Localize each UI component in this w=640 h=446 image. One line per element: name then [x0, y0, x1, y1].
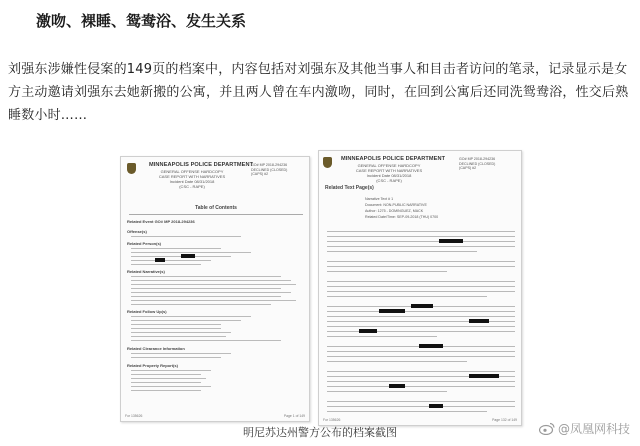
source-watermark	[539, 420, 630, 437]
text-line	[327, 231, 515, 232]
toc-entry	[131, 276, 281, 277]
article-paragraph	[8, 58, 634, 127]
toc-entry	[131, 260, 211, 261]
toc-section: Related Clearance Information	[127, 346, 185, 351]
toc-entry	[131, 370, 211, 371]
toc-entry	[131, 378, 206, 379]
article-heading: 激吻、裸睡、鸳鸯浴、发生关系	[36, 12, 247, 30]
toc-entry	[131, 353, 231, 354]
toc-section: Related Property Report(s)	[127, 363, 178, 368]
text-line	[327, 336, 437, 337]
toc-entry	[131, 300, 296, 301]
toc-section: Related Narrative(s)	[127, 269, 165, 274]
redaction-bar	[379, 309, 405, 313]
redaction-bar	[389, 384, 405, 388]
narrative-field: Narrative Text # 1	[365, 197, 394, 201]
toc-entry	[131, 292, 291, 293]
toc-entry	[131, 328, 221, 329]
text-line	[327, 381, 515, 382]
police-document-image	[118, 150, 522, 426]
toc-entry	[131, 304, 271, 305]
text-line	[327, 291, 515, 292]
paragraph-underlined-part-3: 性交后熟睡数小时……	[8, 85, 629, 123]
redaction-bar	[469, 319, 489, 323]
narrative-field: Author: 1275 - DOMINGUEZ, MACK	[365, 209, 424, 213]
report-subtitle: GENERAL OFFENSE HARDCOPY CASE REPORT WITH NARRATIVES Incident Date 08/31/2018 (CSC - RAPE)	[158, 169, 226, 189]
police-badge-icon	[323, 157, 332, 168]
text-line	[327, 351, 515, 352]
text-line	[327, 251, 477, 252]
redaction-bar	[419, 344, 443, 348]
text-line	[327, 391, 447, 392]
toc-entry	[131, 248, 221, 249]
image-caption: 明尼苏达州警方公布的档案截图	[243, 426, 397, 439]
page-footer-left: For 135626	[323, 418, 341, 422]
page-footer-right: Page 132 of 149	[492, 418, 517, 422]
text-line	[327, 286, 515, 287]
report-subtitle: GENERAL OFFENSE HARDCOPY CASE REPORT WITH NARRATIVES Incident Date 08/31/2018 (CSC - RAPE)	[355, 163, 423, 183]
toc-section: Related Event GO# MP 2018-294236	[127, 219, 195, 224]
redaction-bar	[155, 258, 165, 262]
text-line	[327, 296, 487, 297]
toc-entry	[131, 288, 281, 289]
document-page-narrative	[318, 150, 522, 426]
redaction-bar	[181, 254, 195, 258]
text-line	[327, 236, 515, 237]
toc-entry	[131, 324, 221, 325]
police-badge-icon	[127, 163, 136, 174]
toc-entry	[131, 280, 291, 281]
paragraph-part-1: 刘强东涉嫌性侵案的149页的档案中，内容包括对刘强东及其他当事人和目击者访问的笔录，记录显示	[8, 62, 602, 77]
text-line	[327, 316, 515, 317]
toc-entry	[131, 284, 296, 285]
text-line	[327, 271, 447, 272]
text-line	[327, 361, 467, 362]
toc-entry	[131, 236, 241, 237]
toc-entry	[131, 340, 281, 341]
redaction-bar	[411, 304, 433, 308]
text-line	[327, 241, 515, 242]
redaction-bar	[469, 374, 499, 378]
department-title: MINNEAPOLIS POLICE DEPARTMENT	[341, 156, 446, 162]
toc-entry	[131, 296, 281, 297]
toc-title: Table of Contents	[195, 205, 237, 211]
toc-entry	[131, 316, 251, 317]
toc-entry	[131, 336, 226, 337]
divider	[129, 214, 303, 215]
page-footer-left: For 135626	[125, 414, 143, 418]
text-line	[327, 261, 515, 262]
text-line	[327, 281, 515, 282]
toc-entry	[131, 264, 201, 265]
toc-entry	[131, 382, 201, 383]
toc-section: Related Person(s)	[127, 241, 162, 246]
text-line	[327, 411, 487, 412]
paragraph-underlined-part-2: 是女方主动邀请刘强东去她新搬的公寓，并且两人曾在车内激吻，同时，在回到公寓后还同洗鸳鸯浴，	[8, 62, 628, 100]
narrative-field: Document: NON-PUBLIC NARRATIVE	[365, 203, 427, 207]
section-title: Related Text Page(s)	[325, 185, 374, 191]
toc-entry	[131, 374, 201, 375]
watermark-text: @凤凰网科技	[557, 422, 630, 436]
toc-entry	[131, 386, 211, 387]
toc-entry	[131, 332, 231, 333]
text-line	[327, 356, 515, 357]
toc-entry	[131, 357, 221, 358]
text-line	[327, 266, 515, 267]
narrative-field: Related Date/Time: SEP-09-2018 (THU) 0700	[365, 215, 439, 219]
toc-section: Offense(s)	[127, 229, 147, 234]
text-line	[327, 371, 515, 372]
text-line	[327, 311, 515, 312]
text-line	[327, 246, 515, 247]
redaction-bar	[359, 329, 377, 333]
department-title: MINNEAPOLIS POLICE DEPARTMENT	[149, 162, 254, 168]
page-footer-right: Page 1 of 149	[283, 414, 305, 418]
text-line	[327, 331, 515, 332]
toc-entry	[131, 320, 241, 321]
text-line	[327, 401, 515, 402]
text-line	[327, 386, 515, 387]
text-line	[327, 406, 515, 407]
document-page-table-of-contents	[120, 156, 310, 422]
redaction-bar	[429, 404, 443, 408]
toc-entry	[131, 390, 201, 391]
weibo-icon	[539, 422, 555, 435]
text-line	[327, 326, 515, 327]
case-number-box: GO# MP 2018-294236 DECLINED (CLOSED) (CAPS) #2	[459, 157, 496, 171]
redaction-bar	[439, 239, 463, 243]
toc-entry	[131, 252, 251, 253]
toc-section: Related Follow Up(s)	[127, 309, 167, 314]
case-number-box: GO# MP 2018-294236 DECLINED (CLOSED) (CAPS) #2	[251, 163, 288, 177]
